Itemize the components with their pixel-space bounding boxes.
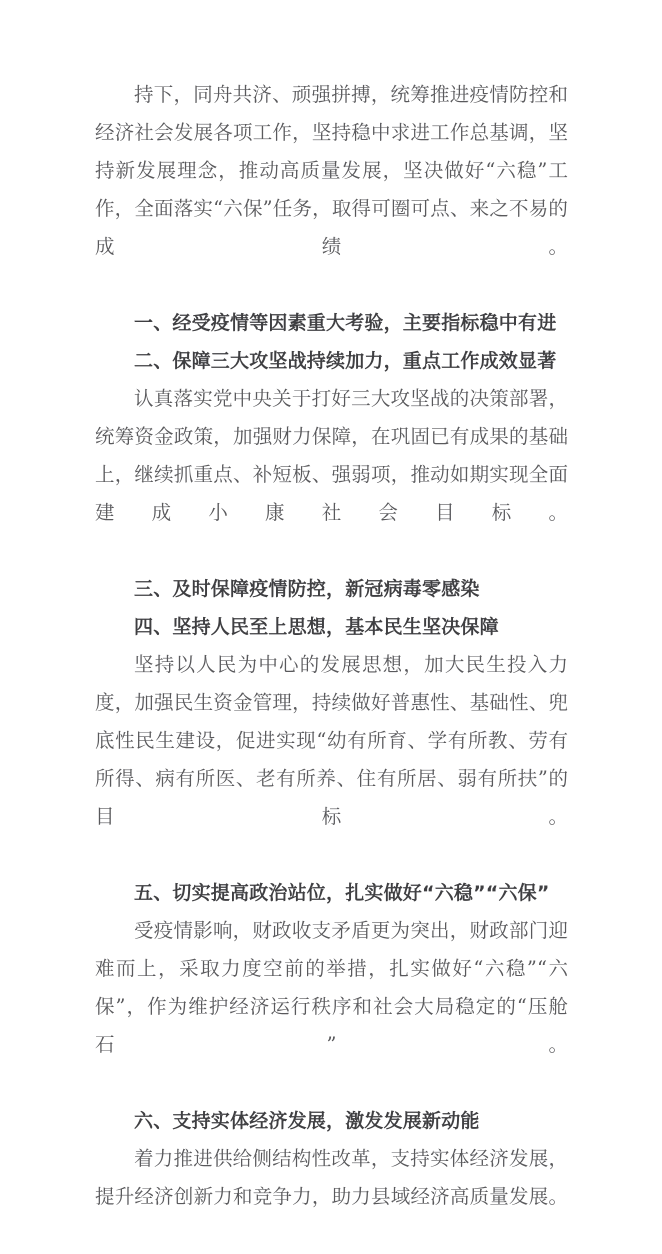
paragraph-section-4-body: 坚持以人民为中心的发展思想，加大民生投入力度，加强民生资金管理，持续做好普惠性、基础性、兜底性民生建设，促进实现“幼有所育、学有所教、劳有所得、病有所医、老有所养、住有所居、弱有所扶”的目标。 (95, 653, 568, 828)
heading-section-5: 五、切实提高政治站位，扎实做好“六稳”“六保” (134, 882, 550, 904)
paragraph-section-6-body: 着力推进供给侧结构性改革，支持实体经济发展，提升经济创新力和竞争力，助力县域经济高质量发展。 (95, 1147, 568, 1208)
heading-section-3: 三、及时保障疫情防控，新冠病毒零感染 (134, 578, 480, 600)
heading-section-1: 一、经受疫情等因素重大考验，主要指标稳中有进 (134, 312, 557, 334)
paragraph-section-5-body: 受疫情影响，财政收支矛盾更为突出，财政部门迎难而上，采取力度空前的举措，扎实做好“六稳”“六保”，作为维护经济运行秩序和社会大局稳定的“压舱石”。 (95, 919, 568, 1056)
paragraph-section-2-body: 认真落实党中央关于打好三大攻坚战的决策部署，统筹资金政策，加强财力保障，在巩固已有成果的基础上，继续抓重点、补短板、强弱项，推动如期实现全面建成小康社会目标。 (95, 387, 568, 524)
heading-section-2: 二、保障三大攻坚战持续加力，重点工作成效显著 (134, 350, 557, 372)
heading-section-4: 四、坚持人民至上思想，基本民生坚决保障 (134, 616, 499, 638)
heading-section-6: 六、支持实体经济发展，激发发展新动能 (134, 1110, 480, 1132)
document-text-body (95, 76, 568, 1254)
paragraph-opening: 持下，同舟共济、顽强拼搏，统筹推进疫情防控和经济社会发展各项工作，坚持稳中求进工作总基调，坚持新发展理念，推动高质量发展，坚决做好“六稳”工作，全面落实“六保”任务，取得可圈可点、来之不易的成绩。 (95, 83, 568, 258)
